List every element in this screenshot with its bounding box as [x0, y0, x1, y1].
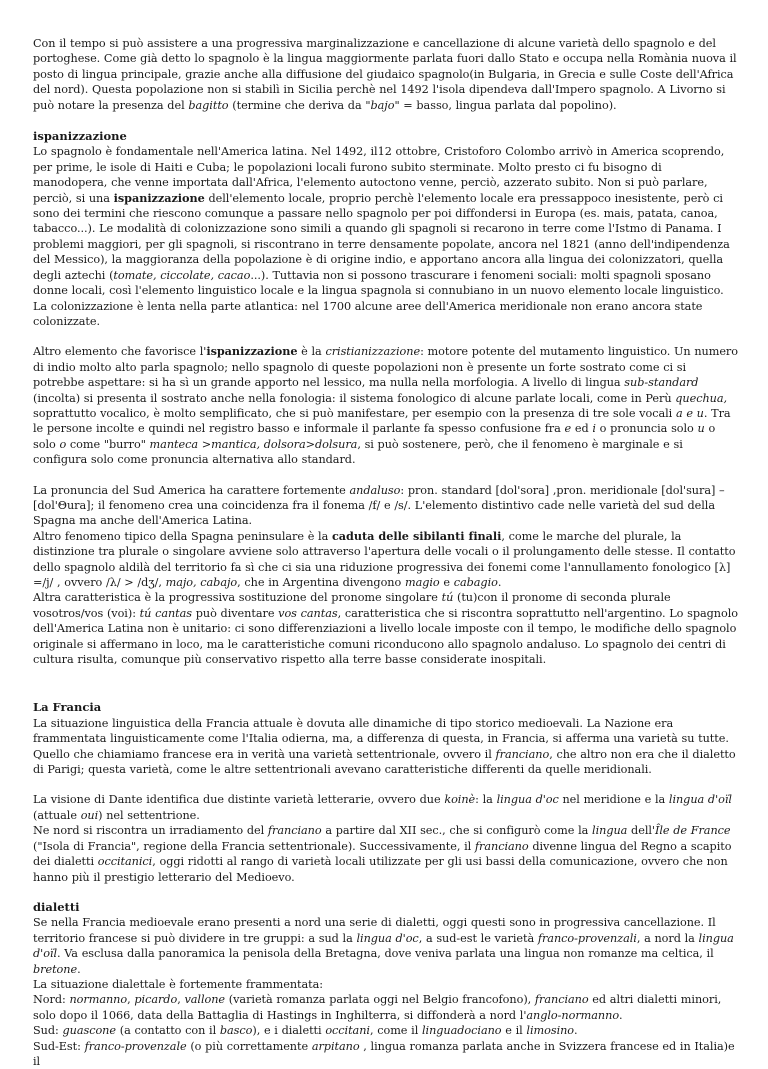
- text-run: i: [592, 422, 596, 436]
- text-run: franciano: [495, 747, 550, 761]
- text-run: (a contatto con il: [116, 1024, 220, 1038]
- text-run: ("Isola di Francia", regione della Francia settentrionale). Successivamente, il: [33, 839, 475, 853]
- text-run: Sud-Est:: [33, 1039, 85, 1053]
- text-run: franco-provenzali: [537, 931, 637, 945]
- text-run: u: [697, 422, 705, 436]
- text-run: caduta delle sibilanti finali: [331, 528, 502, 543]
- text-run: , che altro non era che il dialetto di Parigi; questa varietà, come le altre settentrionali avevano caratteristiche differenti da quelle meridionali.: [33, 747, 736, 777]
- text-run: lingua d'oc: [356, 931, 419, 945]
- text-run: ispanizzazione: [206, 344, 298, 359]
- text-run: Se nella Francia medioevale erano presenti a nord una serie di dialetti, oggi questi sono in progressiva cancellazione. Il territorio francese si può dividere in tre gruppi: a sud la: [33, 916, 716, 945]
- text-run: (tu)con il pronome di seconda plurale vosotros/vos (voi):: [33, 591, 671, 620]
- text-run: , a sud-est le varietà: [418, 931, 538, 945]
- text-run: koinè: [444, 793, 476, 807]
- text-run: è la: [297, 345, 326, 359]
- text-run: Con il tempo si può assistere a una progressiva marginalizzazione e cancellazione di alcune varietà dello spagnolo e del portoghese. Come già detto lo spagnolo è la lingua maggiormente parlata fuori dallo Stato e occupa nella Romània nuova il posto di lingua principale, grazie anche alla diffusione del giudaico spagnolo(in Bulgaria, in Grecia e sulle Coste dell'Africa del nord). Questa popolazione non si stabilì in Sicilia perchè nel 1492 l'isola dipendeva dall'Impero spagnolo. A Livorno si può notare la presenza del: [33, 37, 737, 112]
- text-run: ), e i dialetti: [252, 1024, 326, 1038]
- paragraph: [33, 1039, 738, 1069]
- text-run: cabagio: [453, 576, 498, 589]
- text-run: lingua: [592, 824, 628, 838]
- text-run: : pron. standard [dol'sora] ,pron. meridionale [dol'sura] – [dol'Θura]; il fenomeno crea una coincidenza fra il fonema /f/ e /s/. L'elemento distintivo cade nelle varietà del sud della Spagna ma anche dell'America Latina.: [33, 483, 725, 528]
- text-run: anglo-normanno: [526, 1008, 620, 1022]
- text-run: franciano: [474, 839, 529, 853]
- text-run: ispanizzazione: [113, 190, 205, 205]
- text-run: majo, cabajo: [165, 576, 238, 589]
- text-run: occitanici: [97, 855, 153, 869]
- text-run: Ne nord si riscontra un irradiamento del: [33, 824, 268, 838]
- paragraph: [33, 344, 738, 467]
- section-heading-francia: La Francia: [33, 700, 102, 715]
- text-run: ,: [177, 993, 185, 1007]
- text-run: vallone: [184, 993, 226, 1007]
- text-run: Altro elemento che favorisce l': [33, 345, 207, 359]
- paragraph: [33, 483, 738, 529]
- text-run: , come le marche del plurale, la distinzione tra plurale o singolare avviene solo attraverso l'apertura delle vocali o il prolungamento delle stesse. Il contatto dello spagnolo aldilà del territorio fa sì che ci sia una riduzione progressiva dei fonemi come l'annullamento fonologico [λ] =/j/ , ovvero /λ/ > /dʒ/,: [33, 529, 736, 589]
- text-run: tú: [441, 591, 454, 605]
- paragraph: [33, 792, 738, 823]
- text-run: a e u: [675, 406, 704, 420]
- text-run: lingua d'oc: [496, 793, 559, 807]
- text-run: Lo spagnolo è fondamentale nell'America latina. Nel 1492, il12 ottobre, Cristoforo Colombo arrivò in America scoprendo, per prime, le isole di Haiti e Cuba; le popolazioni locali furono subito sterminate. Molto presto ci fu bisogno di manodopera, che venne importata dall'Africa, l'elemento autoctono venne, perciò, azzerato subito. Non si può parlare, perciò, si una: [33, 145, 725, 205]
- text-run: dell'elemento locale, proprio perchè l'elemento locale era pressappoco inesistente, però ci sono dei termini che riescono comunque a passare nello spagnolo per poi diffondersi in Europa (es. mais, patata, canoa, tabacco...). Le modalità di colonizzazione sono simili a quando gli spagnoli si recarono in terre come l'Istmo di Panama. I problemi maggiori, per gli spagnoli, si riscontrano in terre densamente popolate, ancora nel 1821 (anno dell'indipendenza del Messico), la maggioranza della popolazione è di origine indio, e apportano ancora alla lingua dei colonizzatori, quella degli aztechi (: [33, 191, 730, 282]
- text-run: Île de France: [654, 824, 731, 838]
- text-run: (attuale: [33, 808, 81, 822]
- paragraph: [33, 992, 738, 1023]
- text-run: ...). Tuttavia non si possono trascurare i fenomeni sociali: molti spagnoli sposano donne locali, così l'elemento linguistico locale e la lingua spagnola si connubiano in un nuovo elemento locale linguistico.: [33, 268, 724, 298]
- text-run: : la: [475, 793, 497, 807]
- text-run: : motore potente del mutamento linguistico. Un numero di indio molto alto parla spagnolo; nello spagnolo di queste popolazioni non è presente un forte sostrato come ci si potrebbe aspettare: si ha sì un grande apporto nel lessico, ma nulla nella morfologia. A livello di lingua: [33, 345, 738, 390]
- text-run: " = basso, lingua parlata dal popolino).: [394, 98, 617, 112]
- paragraph: [33, 1023, 738, 1038]
- paragraph: [33, 590, 738, 667]
- text-run: nel meridione e la: [558, 793, 669, 807]
- paragraph: La situazione dialettale è fortemente frammentata:: [33, 977, 324, 991]
- paragraph: La situazione linguistica della Francia attuale è dovuta alle dinamiche di tipo storico medioevali. La Nazione era frammentata linguisticamente come l'Italia odierna, ma, a differenza di questa, in Francia, si afferma una varietà su tutte.: [33, 716, 729, 746]
- text-run: (incolta) si presenta il sostrato anche nella fonologia: il sistema fonologico di alcune parlate locali, come in Perù: [33, 391, 676, 405]
- text-run: bretone: [33, 962, 78, 976]
- text-run: La pronuncia del Sud America ha carattere fortemente: [33, 483, 350, 497]
- text-run: magio: [404, 576, 440, 589]
- text-run: , si può sostenere, però, che il fenomeno è marginale e si configura solo come pronuncia alternativa allo standard.: [33, 437, 683, 467]
- intro-paragraph: [33, 36, 738, 113]
- paragraph: [33, 915, 738, 977]
- text-run: Altro fenomeno tipico della Spagna peninsulare è la: [33, 529, 332, 543]
- paragraph: [33, 529, 738, 591]
- text-run: e: [439, 576, 454, 589]
- text-run: e il: [501, 1024, 527, 1038]
- text-run: , lingua romanza parlata anche in Svizzera francese ed in Italia)e il: [33, 1039, 735, 1068]
- text-run: franco-provenzale: [84, 1039, 187, 1053]
- text-run: bajo: [370, 98, 395, 112]
- text-run: .: [619, 1008, 623, 1022]
- text-run: quechua,: [675, 391, 728, 405]
- text-run: o pronuncia solo: [595, 422, 698, 436]
- paragraph: [33, 747, 738, 778]
- text-run: e: [564, 422, 572, 436]
- paragraph: [33, 823, 738, 885]
- text-run: Altra caratteristica è la progressiva sostituzione del pronome singolare: [33, 591, 442, 605]
- text-run: guascone: [62, 1024, 116, 1038]
- text-run: lingua d'oïl: [33, 931, 734, 961]
- text-run: divenne lingua del Regno a scapito dei dialetti: [33, 839, 732, 869]
- text-run: andaluso: [349, 483, 401, 497]
- text-run: normanno: [69, 993, 128, 1007]
- text-run: come "burro": [66, 437, 150, 451]
- text-run: cristianizzazione: [325, 345, 421, 359]
- text-run: . Tra le persone incolte e quindi nel registro basso e informale il parlante fa spesso confusione fra: [33, 406, 731, 436]
- text-run: franciano: [534, 993, 589, 1007]
- text-run: ed altri dialetti minori, solo dopo il 1066, data della Battaglia di Hastings in Inghilterra, si diffonderà a nord l': [33, 993, 722, 1022]
- text-run: limosino: [526, 1024, 575, 1038]
- text-run: .: [497, 576, 502, 589]
- text-run: basco: [219, 1024, 253, 1038]
- text-run: soprattutto vocalico, è molto semplificato, che si può manifestare, per esempio con la presenza di tre sole vocali: [33, 406, 676, 420]
- section-heading-dialetti: dialetti: [33, 899, 80, 914]
- text-run: dell': [627, 824, 655, 838]
- text-run: Nord:: [33, 993, 70, 1007]
- text-run: bagitto: [188, 98, 229, 112]
- text-run: manteca >mantica, dolsora>dolsura: [149, 437, 358, 451]
- text-run: .: [77, 962, 81, 976]
- text-run: (varietà romanza parlata oggi nel Belgio francofono),: [225, 993, 535, 1007]
- text-run: , caratteristica che si riscontra soprattutto nell'argentino. Lo spagnolo dell'America Latina non è unitario: ci sono differenziazioni a livello locale imposte con il tempo, le modifiche dello spagnolo originale si affermano in loco, ma le caratteristiche comuni riconducono allo spagnolo andaluso. Lo spagnolo dei centri di cultura risulta, comunque più conservativo rispetto alla terre basse considerate inospitali.: [33, 606, 738, 667]
- document-page: [33, 36, 738, 1069]
- text-run: tomate, ciccolate, cacao: [113, 268, 251, 282]
- text-run: Sud:: [33, 1024, 63, 1038]
- text-run: ,: [127, 993, 135, 1007]
- text-run: vos cantas: [278, 606, 338, 620]
- text-run: o: [59, 437, 67, 451]
- text-run: sub-standard: [624, 376, 699, 390]
- text-run: , come il: [369, 1024, 422, 1038]
- text-run: . Va esclusa dalla panoramica la penisola della Bretagna, dove veniva parlata una lingua non romanze ma celtica, il: [57, 947, 714, 961]
- text-run: può diventare: [192, 606, 279, 620]
- paragraph: [33, 144, 738, 298]
- text-run: arpitano: [311, 1039, 360, 1053]
- text-run: occitani: [325, 1024, 370, 1038]
- text-run: (termine che deriva da ": [228, 98, 371, 112]
- text-run: La visione di Dante identifica due distinte varietà letterarie, ovvero due: [33, 793, 445, 807]
- section-heading-ispanizzazione: ispanizzazione: [33, 129, 127, 144]
- text-run: franciano: [267, 824, 322, 838]
- text-run: linguadociano: [421, 1024, 502, 1038]
- text-run: o solo: [33, 422, 716, 451]
- text-run: Quello che chiamiamo francese era in verità una varietà settentrionale, ovvero il: [33, 747, 496, 761]
- text-run: , a nord la: [636, 931, 699, 945]
- text-run: , oggi ridotti al rango di varietà locali utilizzate per gli usi bassi della comunicazione, ovvero che non hanno più il prestigio letterario del Medioevo.: [33, 855, 728, 884]
- text-run: a partire dal XII sec., che si configurò come la: [321, 824, 593, 838]
- text-run: ed: [571, 422, 593, 436]
- paragraph: La colonizzazione è lenta nella parte atlantica: nel 1700 alcune aree dell'America meridionale non erano ancora state colonizzate.: [33, 299, 703, 328]
- text-run: .: [574, 1024, 578, 1038]
- text-run: ) nel settentrione.: [98, 808, 200, 822]
- text-run: tú cantas: [139, 606, 193, 620]
- text-run: (o più correttamente: [186, 1039, 312, 1053]
- text-run: oui: [80, 808, 99, 822]
- text-run: lingua d'oïl: [668, 793, 732, 807]
- text-run: , che in Argentina divengono: [237, 576, 405, 589]
- text-run: picardo: [134, 993, 178, 1007]
